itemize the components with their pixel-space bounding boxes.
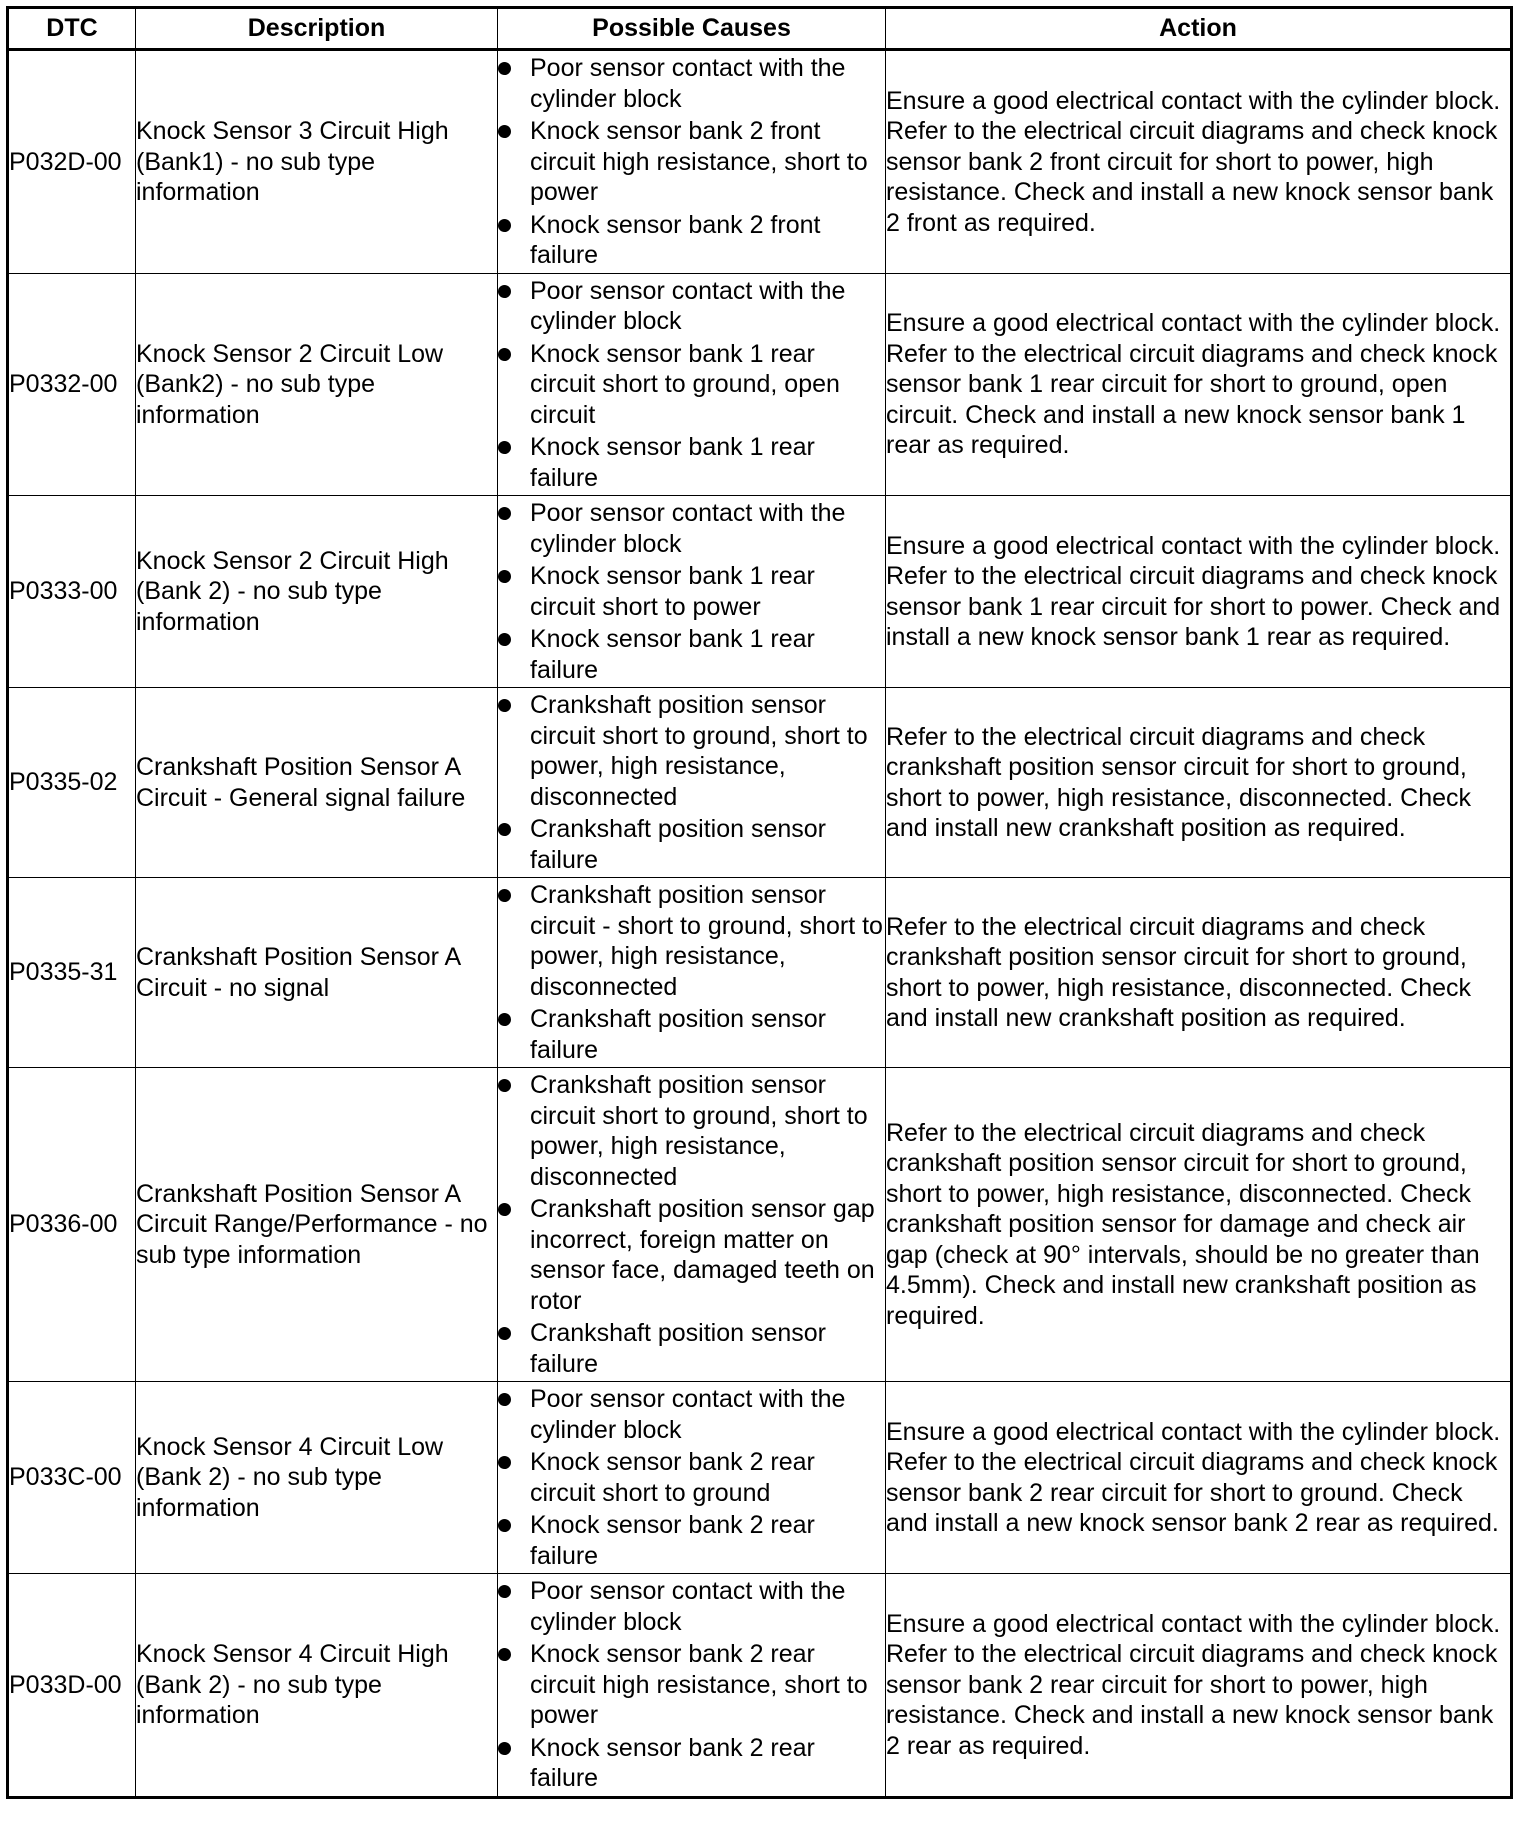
cause-item bbox=[498, 432, 885, 493]
description-cell: Crankshaft Position Sensor A Circuit - no signal bbox=[136, 878, 498, 1068]
cause-item bbox=[498, 561, 885, 622]
cause-item bbox=[498, 1070, 885, 1192]
header-description: Description bbox=[136, 8, 498, 50]
possible-causes-cell bbox=[498, 496, 886, 688]
dtc-code-cell: P0333-00 bbox=[8, 496, 136, 688]
bullet-icon bbox=[498, 62, 511, 75]
description-cell: Knock Sensor 2 Circuit High (Bank 2) - no sub type information bbox=[136, 496, 498, 688]
dtc-code-cell: P033C-00 bbox=[8, 1382, 136, 1574]
dtc-code-cell: P0335-02 bbox=[8, 688, 136, 878]
possible-causes-cell bbox=[498, 878, 886, 1068]
action-cell: Ensure a good electrical contact with the cylinder block. Refer to the electrical circuit diagrams and check knock sensor bank 2 front circuit for short to power, high resistance. Check and install a new knock sensor bank 2 front as required. bbox=[886, 50, 1512, 274]
description-cell: Knock Sensor 4 Circuit High (Bank 2) - no sub type information bbox=[136, 1574, 498, 1798]
bullet-icon bbox=[498, 507, 511, 520]
description-cell: Crankshaft Position Sensor A Circuit - General signal failure bbox=[136, 688, 498, 878]
causes-list bbox=[498, 498, 885, 685]
table-header-row bbox=[8, 8, 1512, 50]
cause-item bbox=[498, 624, 885, 685]
causes-list bbox=[498, 1384, 885, 1571]
possible-causes-cell bbox=[498, 273, 886, 496]
cause-item bbox=[498, 880, 885, 1002]
cause-item bbox=[498, 690, 885, 812]
bullet-icon bbox=[498, 1585, 511, 1598]
cause-text: Knock sensor bank 2 front failure bbox=[530, 210, 821, 269]
bullet-icon bbox=[498, 1648, 511, 1661]
causes-list bbox=[498, 1576, 885, 1794]
table-row bbox=[8, 688, 1512, 878]
cause-text: Knock sensor bank 1 rear failure bbox=[530, 433, 815, 492]
cause-text: Knock sensor bank 1 rear failure bbox=[530, 625, 815, 684]
bullet-icon bbox=[498, 285, 511, 298]
bullet-icon bbox=[498, 1456, 511, 1469]
cause-item bbox=[498, 1733, 885, 1794]
description-cell: Knock Sensor 2 Circuit Low (Bank2) - no sub type information bbox=[136, 273, 498, 496]
dtc-code-cell: P0335-31 bbox=[8, 878, 136, 1068]
bullet-icon bbox=[498, 823, 511, 836]
dtc-code-cell: P0336-00 bbox=[8, 1068, 136, 1382]
cause-item bbox=[498, 339, 885, 431]
table-row bbox=[8, 273, 1512, 496]
cause-item bbox=[498, 1510, 885, 1571]
cause-item bbox=[498, 276, 885, 337]
cause-item bbox=[498, 1447, 885, 1508]
cause-text: Crankshaft position sensor failure bbox=[530, 1319, 826, 1378]
header-dtc: DTC bbox=[8, 8, 136, 50]
header-possible-causes: Possible Causes bbox=[498, 8, 886, 50]
bullet-icon bbox=[498, 1327, 511, 1340]
cause-text: Crankshaft position sensor circuit - short to ground, short to power, high resistance, disconnected bbox=[530, 881, 883, 1001]
description-cell: Knock Sensor 4 Circuit Low (Bank 2) - no sub type information bbox=[136, 1382, 498, 1574]
possible-causes-cell bbox=[498, 1382, 886, 1574]
cause-item bbox=[498, 814, 885, 875]
cause-item bbox=[498, 1639, 885, 1731]
table-row bbox=[8, 878, 1512, 1068]
cause-item bbox=[498, 116, 885, 208]
table-body bbox=[8, 50, 1512, 1798]
possible-causes-cell bbox=[498, 50, 886, 274]
action-cell: Ensure a good electrical contact with the cylinder block. Refer to the electrical circuit diagrams and check knock sensor bank 1 rear circuit for short to power. Check and install a new knock sensor bank 1 rear as required. bbox=[886, 496, 1512, 688]
cause-text: Knock sensor bank 1 rear circuit short to power bbox=[530, 562, 815, 621]
bullet-icon bbox=[498, 125, 511, 138]
bullet-icon bbox=[498, 633, 511, 646]
cause-item bbox=[498, 53, 885, 114]
action-cell: Ensure a good electrical contact with the cylinder block. Refer to the electrical circuit diagrams and check knock sensor bank 2 rear circuit for short to ground. Check and install a new knock sensor bank 2 rear as required. bbox=[886, 1382, 1512, 1574]
bullet-icon bbox=[498, 699, 511, 712]
cause-item bbox=[498, 1384, 885, 1445]
causes-list bbox=[498, 880, 885, 1065]
cause-text: Knock sensor bank 2 rear failure bbox=[530, 1511, 815, 1570]
cause-item bbox=[498, 210, 885, 271]
action-cell: Refer to the electrical circuit diagrams and check crankshaft position sensor circuit for short to ground, short to power, high resistance, disconnected. Check and install new crankshaft position as required. bbox=[886, 688, 1512, 878]
bullet-icon bbox=[498, 570, 511, 583]
description-cell: Knock Sensor 3 Circuit High (Bank1) - no sub type information bbox=[136, 50, 498, 274]
cause-text: Crankshaft position sensor failure bbox=[530, 815, 826, 874]
cause-text: Knock sensor bank 2 rear circuit high resistance, short to power bbox=[530, 1640, 868, 1729]
bullet-icon bbox=[498, 1742, 511, 1755]
cause-text: Crankshaft position sensor circuit short to ground, short to power, high resistance, disconnected bbox=[530, 1071, 868, 1191]
causes-list bbox=[498, 690, 885, 875]
dtc-code-cell: P032D-00 bbox=[8, 50, 136, 274]
dtc-table bbox=[6, 6, 1513, 1799]
dtc-code-cell: P033D-00 bbox=[8, 1574, 136, 1798]
bullet-icon bbox=[498, 1519, 511, 1532]
cause-text: Poor sensor contact with the cylinder block bbox=[530, 276, 846, 335]
cause-text: Poor sensor contact with the cylinder block bbox=[530, 54, 846, 113]
cause-text: Poor sensor contact with the cylinder block bbox=[530, 1577, 846, 1636]
table-row bbox=[8, 50, 1512, 274]
bullet-icon bbox=[498, 1079, 511, 1092]
table-row bbox=[8, 1382, 1512, 1574]
dtc-code-cell: P0332-00 bbox=[8, 273, 136, 496]
cause-item bbox=[498, 498, 885, 559]
cause-item bbox=[498, 1318, 885, 1379]
bullet-icon bbox=[498, 1013, 511, 1026]
cause-item bbox=[498, 1004, 885, 1065]
action-cell: Ensure a good electrical contact with the cylinder block. Refer to the electrical circuit diagrams and check knock sensor bank 1 rear circuit for short to ground, open circuit. Check and install a new knock sensor bank 1 rear as required. bbox=[886, 273, 1512, 496]
possible-causes-cell bbox=[498, 688, 886, 878]
cause-item bbox=[498, 1194, 885, 1316]
action-cell: Ensure a good electrical contact with the cylinder block. Refer to the electrical circuit diagrams and check knock sensor bank 2 rear circuit for short to power, high resistance. Check and install a new knock sensor bank 2 rear as required. bbox=[886, 1574, 1512, 1798]
bullet-icon bbox=[498, 1393, 511, 1406]
cause-text: Crankshaft position sensor failure bbox=[530, 1005, 826, 1064]
header-action: Action bbox=[886, 8, 1512, 50]
causes-list bbox=[498, 1070, 885, 1379]
cause-text: Knock sensor bank 1 rear circuit short to ground, open circuit bbox=[530, 339, 840, 429]
table-row bbox=[8, 1574, 1512, 1798]
bullet-icon bbox=[498, 889, 511, 902]
cause-text: Poor sensor contact with the cylinder block bbox=[530, 499, 846, 558]
cause-text: Knock sensor bank 2 front circuit high resistance, short to power bbox=[530, 117, 868, 206]
action-cell: Refer to the electrical circuit diagrams and check crankshaft position sensor circuit for short to ground, short to power, high resistance, disconnected. Check and install new crankshaft position as required. bbox=[886, 878, 1512, 1068]
possible-causes-cell bbox=[498, 1068, 886, 1382]
cause-text: Poor sensor contact with the cylinder block bbox=[530, 1385, 846, 1444]
cause-text: Crankshaft position sensor gap incorrect, foreign matter on sensor face, damaged teeth on rotor bbox=[530, 1195, 875, 1315]
possible-causes-cell bbox=[498, 1574, 886, 1798]
bullet-icon bbox=[498, 219, 511, 232]
cause-text: Knock sensor bank 2 rear circuit short to ground bbox=[530, 1448, 815, 1507]
bullet-icon bbox=[498, 348, 511, 361]
cause-text: Knock sensor bank 2 rear failure bbox=[530, 1733, 815, 1792]
description-cell: Crankshaft Position Sensor A Circuit Range/Performance - no sub type information bbox=[136, 1068, 498, 1382]
table-row bbox=[8, 1068, 1512, 1382]
bullet-icon bbox=[498, 441, 511, 454]
action-cell: Refer to the electrical circuit diagrams and check crankshaft position sensor circuit for short to ground, short to power, high resistance, disconnected. Check crankshaft position sensor for damage and check air gap (check at 90° intervals, should be no greater than 4.5mm). Check and install new crankshaft position as required. bbox=[886, 1068, 1512, 1382]
bullet-icon bbox=[498, 1203, 511, 1216]
table-row bbox=[8, 496, 1512, 688]
cause-item bbox=[498, 1576, 885, 1637]
causes-list bbox=[498, 53, 885, 271]
causes-list bbox=[498, 276, 885, 494]
cause-text: Crankshaft position sensor circuit short to ground, short to power, high resistance, disconnected bbox=[530, 691, 868, 811]
